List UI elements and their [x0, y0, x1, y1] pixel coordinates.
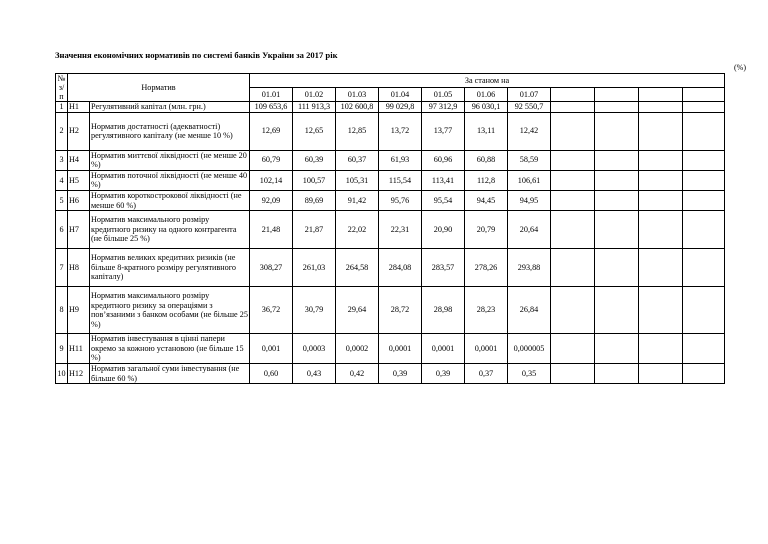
row-value-empty: [595, 211, 639, 249]
header-date: 01.03: [336, 88, 379, 102]
row-value-empty: [639, 363, 683, 383]
row-value: 60,79: [250, 150, 293, 170]
row-value-empty: [639, 334, 683, 364]
row-value: 60,88: [465, 150, 508, 170]
row-value: 0,0003: [293, 334, 336, 364]
header-date-empty: [683, 88, 725, 102]
row-normative-name: Норматив інвестування в цінні папери окремо за кожною установою (не більше 15 %): [90, 334, 250, 364]
row-value: 60,96: [422, 150, 465, 170]
row-value: 115,54: [379, 170, 422, 190]
row-value-empty: [551, 363, 595, 383]
table-row: [56, 334, 725, 364]
row-value: 0,39: [422, 363, 465, 383]
row-code: Н7: [68, 211, 90, 249]
row-value: 0,0002: [336, 334, 379, 364]
row-value: 22,02: [336, 211, 379, 249]
row-normative-name: Регулятивний капітал (млн. грн.): [90, 102, 250, 113]
row-code: Н2: [68, 112, 90, 150]
row-value: 112,8: [465, 170, 508, 190]
row-normative-name: Норматив максимального розміру кредитного ризику за операціями з пов’язаними з банком особами (не більше 25 %): [90, 287, 250, 334]
row-value-empty: [595, 249, 639, 287]
normatives-table: [55, 73, 725, 384]
row-number: 8: [56, 287, 68, 334]
row-number: 3: [56, 150, 68, 170]
row-number: 1: [56, 102, 68, 113]
row-value: 30,79: [293, 287, 336, 334]
row-value-empty: [595, 190, 639, 210]
row-code: Н1: [68, 102, 90, 113]
row-value: 60,39: [293, 150, 336, 170]
row-number: 9: [56, 334, 68, 364]
row-code: Н5: [68, 170, 90, 190]
row-value-empty: [551, 211, 595, 249]
row-code: Н8: [68, 249, 90, 287]
row-value: 92 550,7: [508, 102, 551, 113]
row-code: Н9: [68, 287, 90, 334]
row-value: 21,87: [293, 211, 336, 249]
row-value-empty: [683, 287, 725, 334]
row-normative-name: Норматив загальної суми інвестування (не більше 60 %): [90, 363, 250, 383]
document-title: Значення економічних нормативів по системі банків України за 2017 рік: [55, 50, 338, 60]
row-normative-name: Норматив достатності (адекватності) регулятивного капіталу (не менше 10 %): [90, 112, 250, 150]
row-value: 99 029,8: [379, 102, 422, 113]
row-value-empty: [639, 211, 683, 249]
row-code: Н11: [68, 334, 90, 364]
header-date: 01.01: [250, 88, 293, 102]
table-header: [56, 74, 725, 102]
row-value-empty: [595, 150, 639, 170]
row-value: 264,58: [336, 249, 379, 287]
row-value: 278,26: [465, 249, 508, 287]
row-value-empty: [639, 150, 683, 170]
row-value-empty: [683, 112, 725, 150]
row-value: 13,11: [465, 112, 508, 150]
row-normative-name: Норматив короткострокової ліквідності (не менше 60 %): [90, 190, 250, 210]
row-value: 13,72: [379, 112, 422, 150]
row-value: 26,84: [508, 287, 551, 334]
row-value-empty: [551, 102, 595, 113]
header-date: 01.04: [379, 88, 422, 102]
table-row: [56, 249, 725, 287]
header-date: 01.06: [465, 88, 508, 102]
row-value-empty: [595, 287, 639, 334]
header-date: 01.07: [508, 88, 551, 102]
row-value-empty: [551, 249, 595, 287]
row-value-empty: [595, 170, 639, 190]
row-code: Н6: [68, 190, 90, 210]
header-as-of: За станом на: [250, 74, 725, 88]
header-date-empty: [551, 88, 595, 102]
row-value: 106,61: [508, 170, 551, 190]
row-value: 0,000005: [508, 334, 551, 364]
row-value: 261,03: [293, 249, 336, 287]
row-value: 109 653,6: [250, 102, 293, 113]
row-value: 308,27: [250, 249, 293, 287]
row-value: 113,41: [422, 170, 465, 190]
row-value: 283,57: [422, 249, 465, 287]
row-value: 22,31: [379, 211, 422, 249]
row-value-empty: [551, 190, 595, 210]
row-number: 7: [56, 249, 68, 287]
row-value: 12,85: [336, 112, 379, 150]
row-value: 0,0001: [379, 334, 422, 364]
row-number: 5: [56, 190, 68, 210]
header-number-line2: з/п: [58, 83, 65, 101]
row-value-empty: [683, 150, 725, 170]
row-value: 20,64: [508, 211, 551, 249]
table-row: [56, 170, 725, 190]
row-value: 284,08: [379, 249, 422, 287]
row-value: 20,79: [465, 211, 508, 249]
row-value: 28,98: [422, 287, 465, 334]
header-date-empty: [639, 88, 683, 102]
row-value: 0,35: [508, 363, 551, 383]
row-value: 105,31: [336, 170, 379, 190]
row-normative-name: Норматив максимального розміру кредитного ризику на одного контрагента (не більше 25 %): [90, 211, 250, 249]
row-normative-name: Норматив поточної ліквідності (не менше 40 %): [90, 170, 250, 190]
header-date-empty: [595, 88, 639, 102]
table-row: [56, 211, 725, 249]
row-value: 94,45: [465, 190, 508, 210]
row-code: Н4: [68, 150, 90, 170]
row-value: 12,65: [293, 112, 336, 150]
unit-label: (%): [734, 63, 746, 72]
row-value: 95,54: [422, 190, 465, 210]
row-value: 100,57: [293, 170, 336, 190]
row-value: 94,95: [508, 190, 551, 210]
table-row: [56, 150, 725, 170]
row-value: 102 600,8: [336, 102, 379, 113]
row-value: 21,48: [250, 211, 293, 249]
table-row: [56, 287, 725, 334]
table-row: [56, 363, 725, 383]
row-value: 97 312,9: [422, 102, 465, 113]
row-value-empty: [551, 170, 595, 190]
table-body: [56, 102, 725, 384]
row-value-empty: [683, 334, 725, 364]
row-number: 10: [56, 363, 68, 383]
header-number-line1: №: [57, 74, 66, 83]
row-value: 95,76: [379, 190, 422, 210]
row-value: 60,37: [336, 150, 379, 170]
row-value-empty: [595, 102, 639, 113]
row-value-empty: [551, 334, 595, 364]
row-value-empty: [683, 102, 725, 113]
row-value-empty: [639, 249, 683, 287]
row-value: 89,69: [293, 190, 336, 210]
row-value: 111 913,3: [293, 102, 336, 113]
row-value: 0,43: [293, 363, 336, 383]
row-value: 0,60: [250, 363, 293, 383]
row-value-empty: [595, 112, 639, 150]
row-value: 0,0001: [422, 334, 465, 364]
row-value: 12,42: [508, 112, 551, 150]
row-value: 102,14: [250, 170, 293, 190]
row-value: 20,90: [422, 211, 465, 249]
row-normative-name: Норматив миттєвої ліквідності (не менше 20 %): [90, 150, 250, 170]
row-value-empty: [639, 170, 683, 190]
row-value: 13,77: [422, 112, 465, 150]
row-value-empty: [683, 211, 725, 249]
row-value: 58,59: [508, 150, 551, 170]
row-value: 28,72: [379, 287, 422, 334]
row-value-empty: [639, 190, 683, 210]
row-value: 0,001: [250, 334, 293, 364]
row-number: 2: [56, 112, 68, 150]
row-value: 36,72: [250, 287, 293, 334]
row-value: 29,64: [336, 287, 379, 334]
row-value: 92,09: [250, 190, 293, 210]
header-number: [56, 74, 68, 102]
row-value-empty: [551, 150, 595, 170]
row-value: 96 030,1: [465, 102, 508, 113]
row-value-empty: [551, 112, 595, 150]
row-value: 0,39: [379, 363, 422, 383]
header-date: 01.05: [422, 88, 465, 102]
row-value: 28,23: [465, 287, 508, 334]
row-value-empty: [639, 102, 683, 113]
row-code: Н12: [68, 363, 90, 383]
row-value-empty: [683, 170, 725, 190]
row-value-empty: [595, 334, 639, 364]
table-row: [56, 190, 725, 210]
row-value: 0,0001: [465, 334, 508, 364]
row-value-empty: [639, 112, 683, 150]
row-value-empty: [683, 249, 725, 287]
row-value-empty: [551, 287, 595, 334]
row-value: 61,93: [379, 150, 422, 170]
header-normative: Норматив: [68, 74, 250, 102]
row-value: 12,69: [250, 112, 293, 150]
row-value: 91,42: [336, 190, 379, 210]
row-value: 293,88: [508, 249, 551, 287]
row-value-empty: [683, 190, 725, 210]
row-value: 0,42: [336, 363, 379, 383]
row-value-empty: [683, 363, 725, 383]
header-date: 01.02: [293, 88, 336, 102]
row-value-empty: [639, 287, 683, 334]
row-number: 4: [56, 170, 68, 190]
row-value-empty: [595, 363, 639, 383]
row-value: 0,37: [465, 363, 508, 383]
row-normative-name: Норматив великих кредитних ризиків (не більше 8-кратного розміру регулятивного капіталу): [90, 249, 250, 287]
table-row: [56, 102, 725, 113]
table-row: [56, 112, 725, 150]
row-number: 6: [56, 211, 68, 249]
